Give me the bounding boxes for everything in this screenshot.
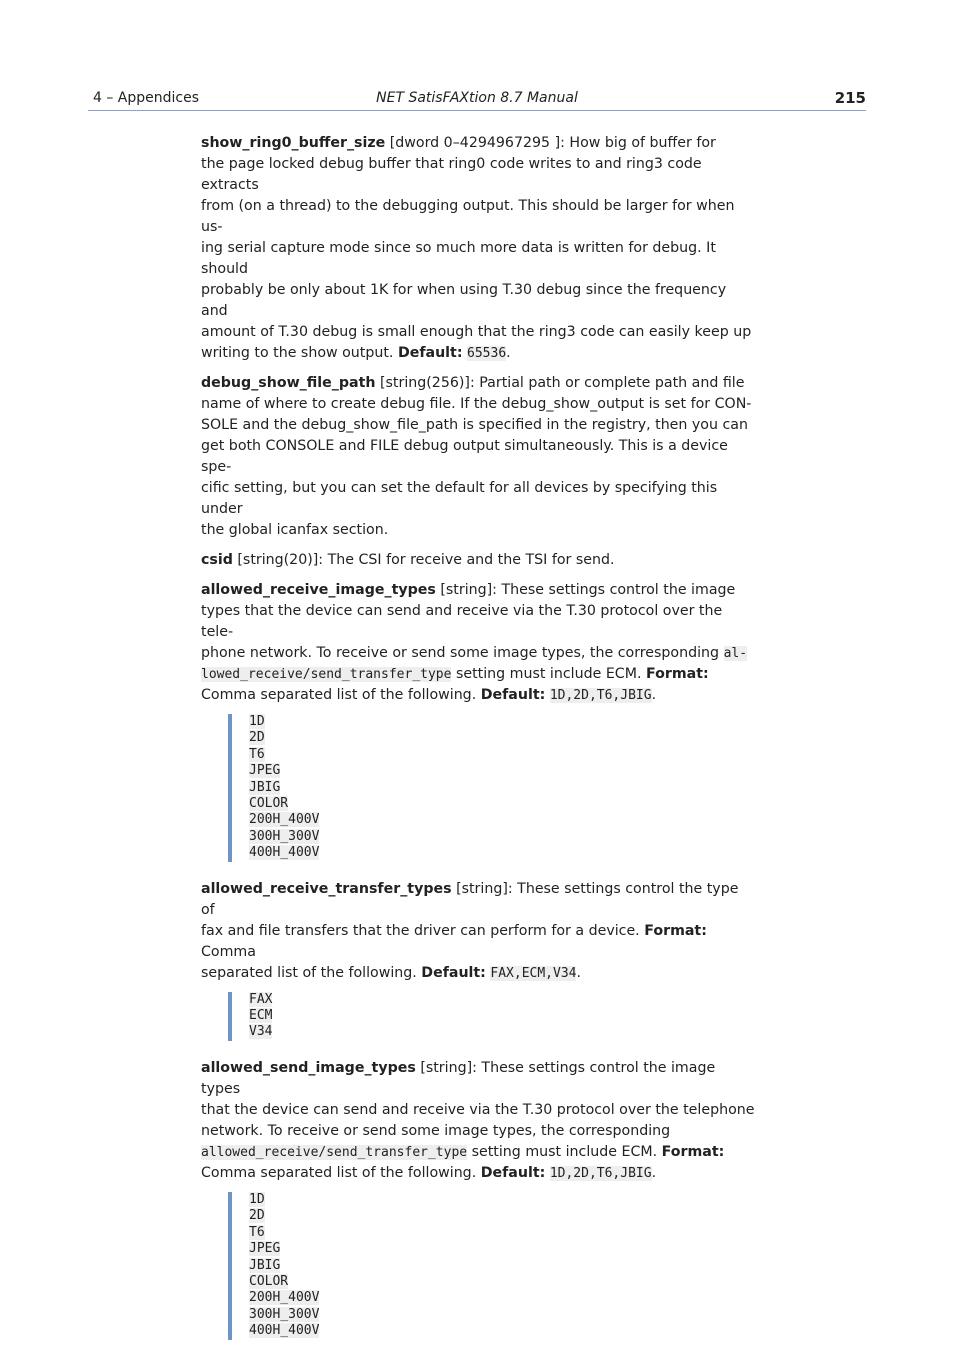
definition-allowed-receive-transfer-types: allowed_receive_transfer_types [string]: These settings control the type of fax and file transfers that the driver can perform for a device. Format: Comma separated list of the following. Default: FAX,ECM,V34. [201,880,739,981]
term: allowed_send_image_types [201,1059,416,1076]
definition-show-ring0-buffer-size: show_ring0_buffer_size [dword 0–4294967295 ]: How big of buffer for the page locked debug buffer that ring0 code writes to and ring3 code extracts from (on a thread) to the debugging output. This should be larger for when us- ing serial capture mode since so much more data is written for debug. It should probably be only about 1K for when using T.30 debug since the frequency and amount of T.30 debug is small enough that the ring3 code can easily keep up writing to the show output. Default: 65536. [201,135,752,361]
code-line: FAX [249,991,273,1007]
default-label: Default: [480,687,546,703]
code-block-send-image-types [228,1192,756,1340]
type: [string]: [456,880,513,897]
code-line: 1D [249,1191,265,1207]
code-line: JPEG [249,1241,281,1257]
code-line: T6 [249,746,265,762]
code-block-receive-image-types [228,714,756,862]
inline-code: allowed_receive/send_transfer_type [201,1144,468,1160]
type: [string]: [420,1059,477,1076]
term: debug_show_file_path [201,375,376,391]
code-line: JBIG [249,1257,281,1273]
code-line: V34 [249,1024,273,1040]
definition-allowed-receive-image-types: allowed_receive_image_types [string]: These settings control the image types that the device can send and receive via the T.30 protocol over the tele- phone network. To receive or send some image types, the corresponding al- lowed_receive/send_transfer_type setting must include ECM. Format: Comma separated list of the following. Default: 1D,2D,T6,JBIG. [201,582,748,703]
type: [string(20)]: [237,552,324,568]
format-label: Format: [661,1143,725,1160]
code-line: 400H_400V [249,1323,320,1339]
default-value: 65536 [467,346,507,361]
format-label: Format: [645,666,709,682]
code-block-receive-transfer-types [228,992,756,1041]
code-line: JPEG [249,763,281,779]
definition-debug-show-file-path: debug_show_file_path [string(256)]: Partial path or complete path and file name of where to create debug file. If the debug_show_output is set for CON- SOLE and the debug_show_file_path is specified in the registry, then you can get both CONSOLE and FILE debug output simultaneously. This is a device spe- cific setting, but you can set the default for all devices by specifying this under the global icanfax section. [201,375,752,538]
page-content [201,133,756,1357]
page-number: 215 [834,89,866,107]
inline-code: lowed_receive/send_transfer_type [201,667,452,682]
type: [dword 0–4294967295 ]: [389,135,565,151]
chapter-title: 4 – Appendices [93,90,200,106]
code-line: 200H_400V [249,1290,320,1306]
code-line: ECM [249,1008,273,1024]
term: csid [201,552,233,568]
default-value: FAX,ECM,V34 [490,965,577,981]
code-line: T6 [249,1224,265,1240]
code-line: 1D [249,714,265,729]
type: [string(256)]: [380,375,475,391]
code-line: 2D [249,730,265,746]
definition-allowed-send-image-types: allowed_send_image_types [string]: These settings control the image types that the device can send and receive via the T.30 protocol over the telephone network. To receive or send some image types, the corresponding allowed_receive/send_transfer_type setting must include ECM. Format: Comma separated list of the following. Default: 1D,2D,T6,JBIG. [201,1059,755,1181]
default-label: Default: [421,964,486,981]
code-line: 200H_400V [249,812,320,828]
code-line: 400H_400V [249,845,320,861]
code-line: JBIG [249,779,281,795]
code-line: 2D [249,1208,265,1224]
default-label: Default: [480,1164,546,1181]
term: show_ring0_buffer_size [201,135,386,151]
manual-title: NET SatisFAXtion 8.7 Manual [376,90,578,106]
code-line: COLOR [249,1273,289,1289]
term: allowed_receive_image_types [201,582,436,598]
default-value: 1D,2D,T6,JBIG [549,688,652,703]
definition-csid: csid [string(20)]: The CSI for receive and the TSI for send. [201,552,615,568]
term: allowed_receive_transfer_types [201,880,452,897]
format-label: Format: [644,922,707,939]
code-line: COLOR [249,796,289,812]
page-header [88,88,866,111]
code-line: 300H_300V [249,828,320,844]
type: [string]: [440,582,497,598]
default-label: Default: [397,345,463,361]
code-line: 300H_300V [249,1306,320,1322]
default-value: 1D,2D,T6,JBIG [549,1165,652,1181]
